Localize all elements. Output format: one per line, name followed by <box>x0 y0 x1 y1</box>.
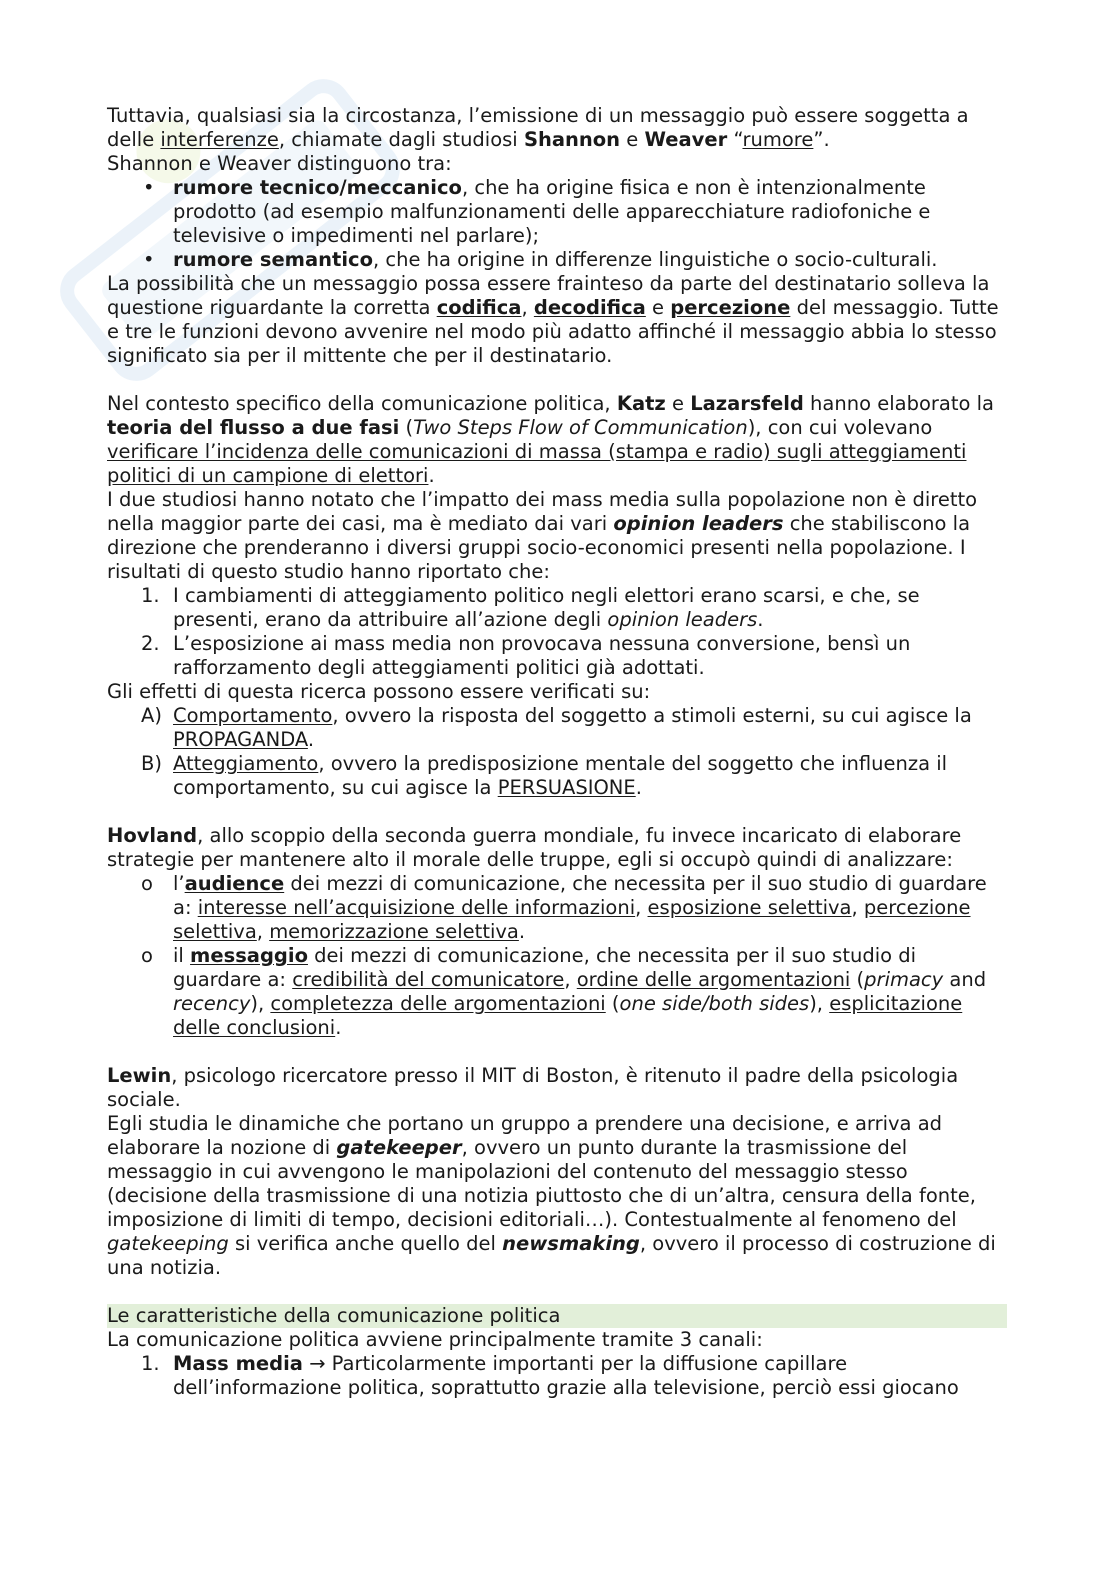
list-letter: A) <box>141 704 162 727</box>
paragraph-effetti: Gli effetti di questa ricerca possono essere verificati su: <box>107 680 651 703</box>
paragraph-canali: La comunicazione politica avviene principalmente tramite 3 canali: <box>107 1328 763 1351</box>
circle-bullet-icon: o <box>141 872 153 895</box>
paragraph-codifica: La possibilità che un messaggio possa essere frainteso da parte del destinatario solleva la questione riguardante la corretta codifica, decodifica e percezione del messaggio. Tutte e tre le funzioni devono avvenire nel modo più adatto affinché il messaggio abbia lo stesso significato sia per il mittente che per il destinatario. <box>107 272 999 367</box>
list-item: • rumore tecnico/meccanico, che ha origine fisica e non è intenzionalmente prodotto (ad esempio malfunzionamenti delle apparecchiature radiofoniche e televisive o impedimenti nel parlare); <box>143 176 931 247</box>
paragraph-katz-lazarsfeld: Nel contesto specifico della comunicazione politica, Katz e Lazarsfeld hanno elaborato la teoria del flusso a due fasi (Two Steps Flow of Communication), con cui volevano verificare l’incidenza delle comunicazioni di massa (stampa e radio) sugli atteggiamenti politici di un campione di elettori. <box>107 392 994 487</box>
list-item: 1. Mass media → Particolarmente importanti per la diffusione capillare dell’informazione politica, soprattutto grazie alla televisione, perciò essi giocano <box>141 1352 959 1399</box>
list-item: 1. I cambiamenti di atteggiamento politico negli elettori erano scarsi, e che, se presenti, erano da attribuire all’azione degli opinion leaders. <box>141 584 920 631</box>
bullet-icon: • <box>143 176 155 199</box>
list-item: o l’audience dei mezzi di comunicazione, che necessita per il suo studio di guardare a: interesse nell’acquisizione delle informazioni, esposizione selettiva, percezione selettiva, memorizzazione selettiva. <box>141 872 987 943</box>
paragraph-interferenze: Tuttavia, qualsiasi sia la circostanza, l’emissione di un messaggio può essere soggetta a delle interferenze, chiamate dagli studiosi Shannon e Weaver “rumore”. <box>107 104 969 151</box>
list-item: B) Atteggiamento, ovvero la predisposizione mentale del soggetto che influenza il comportamento, su cui agisce la PERSUASIONE. <box>141 752 948 799</box>
list-letter: B) <box>141 752 162 775</box>
list-item: 2. L’esposizione ai mass media non provocava nessuna conversione, bensì un rafforzamento degli atteggiamenti politici già adottati. <box>141 632 911 679</box>
circle-bullet-icon: o <box>141 944 153 967</box>
channels-list <box>107 1352 1007 1400</box>
effects-list <box>107 704 1007 800</box>
section-heading: Le caratteristiche della comunicazione politica <box>107 1304 1007 1328</box>
arrow-icon: → <box>302 1352 332 1375</box>
paragraph-distinguono: Shannon e Weaver distinguono tra: <box>107 152 452 175</box>
document-page <box>107 104 1007 1400</box>
noise-list <box>107 176 1007 272</box>
list-item: o il messaggio dei mezzi di comunicazione, che necessita per il suo studio di guardare a: credibilità del comunicatore, ordine delle argomentazioni (primacy and recency), completezza delle argomentazioni (one side/both sides), esplicitazione delle conclusioni. <box>141 944 987 1039</box>
paragraph-opinion-leaders: I due studiosi hanno notato che l’impatto dei mass media sulla popolazione non è diretto nella maggior parte dei casi, ma è mediato dai vari opinion leaders che stabiliscono la direzione che prenderanno i diversi gruppi socio-economici presenti nella popolazione. I risultati di questo studio hanno riportato che: <box>107 488 978 583</box>
list-item: A) Comportamento, ovvero la risposta del soggetto a stimoli esterni, su cui agisce la PROPAGANDA. <box>141 704 972 751</box>
bullet-icon: • <box>143 248 155 271</box>
list-number: 1. <box>141 584 160 607</box>
results-list <box>107 584 1007 680</box>
list-item: • rumore semantico, che ha origine in differenze linguistiche o socio-culturali. <box>143 248 938 271</box>
list-number: 2. <box>141 632 160 655</box>
paragraph-lewin: Lewin, psicologo ricercatore presso il MIT di Boston, è ritenuto il padre della psicologia sociale. <box>107 1064 959 1111</box>
paragraph-gatekeeper: Egli studia le dinamiche che portano un gruppo a prendere una decisione, e arriva ad elaborare la nozione di gatekeeper, ovvero un punto durante la trasmissione del messaggio in cui avvengono le manipolazioni del contenuto del messaggio stesso (decisione della trasmissione di una notizia piuttosto che di un’altra, censura della fonte, imposizione di limiti di tempo, decisioni editoriali…). Contestualmente al fenomeno del gatekeeping si verifica anche quello del newsmaking, ovvero il processo di costruzione di una notizia. <box>107 1112 996 1279</box>
hovland-list <box>107 872 1007 1040</box>
paragraph-hovland: Hovland, allo scoppio della seconda guerra mondiale, fu invece incaricato di elaborare strategie per mantenere alto il morale delle truppe, egli si occupò quindi di analizzare: <box>107 824 962 871</box>
list-number: 1. <box>141 1352 160 1375</box>
